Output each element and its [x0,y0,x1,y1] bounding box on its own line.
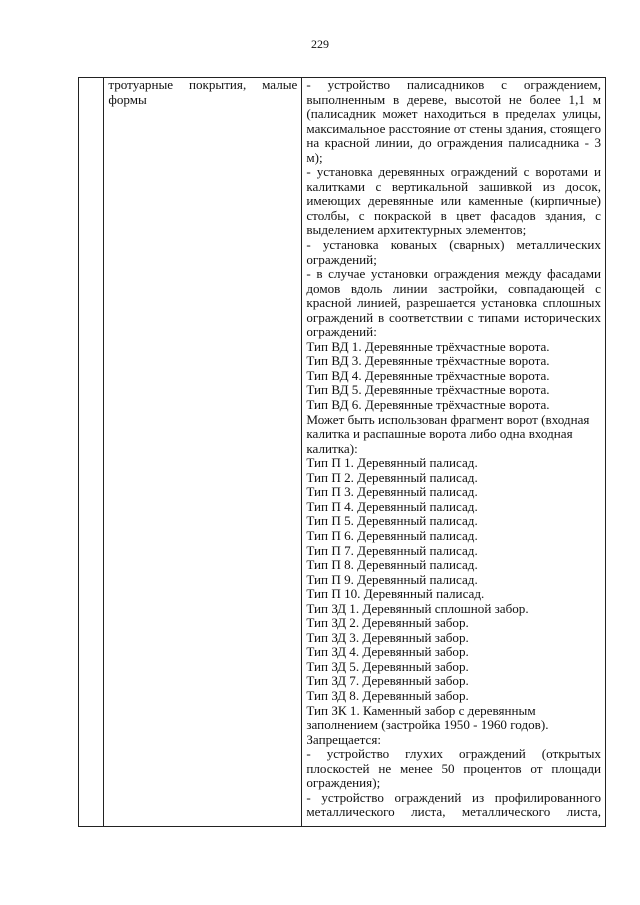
fence-type-item: Тип ЗД 5. Деревянный забор. [306,658,469,674]
requirement-paragraph: - устройство палисадников с ограждением, выполненным в дереве, высотой не более 1,1 м (палисадник может находиться в пределах улицы, максимальное расстояние от стены здания, стоящего на красной линии, до ограждения палисадника - 3 м); [306,78,601,165]
page-number: 229 [311,37,329,51]
gate-note: Может быть использован фрагмент ворот (входная калитка и распашные ворота либо одна входная калитка): [306,411,590,456]
palisade-type-item: Тип П 9. Деревянный палисад. [306,571,478,587]
fence-type-item: Тип ЗД 1. Деревянный сплошной забор. [306,600,529,616]
fence-type-item: Тип ЗД 7. Деревянный забор. [306,673,469,689]
requirement-paragraph: - установка деревянных ограждений с воротами и калитками с вертикальной зашивкой из досок, имеющих деревянные или каменные (кирпичные) столбы, с покраской в цвет фасадов здания, с выделением архитектурных элементов; [306,164,601,238]
palisade-type-item: Тип П 7. Деревянный палисад. [306,542,478,558]
fence-type-item: Тип ЗД 8. Деревянный забор. [306,687,469,703]
table-row [79,78,606,827]
palisade-type-item: Тип П 2. Деревянный палисад. [306,469,478,485]
gate-type-item: Тип ВД 1. Деревянные трёхчастные ворота. [306,338,550,354]
palisade-type-item: Тип П 1. Деревянный палисад. [306,455,478,471]
palisade-type-item: Тип П 6. Деревянный палисад. [306,527,478,543]
palisade-type-item: Тип П 3. Деревянный палисад. [306,484,478,500]
palisade-type-item: Тип П 8. Деревянный палисад. [306,557,478,573]
gate-type-item: Тип ВД 6. Деревянные трёхчастные ворота. [306,397,550,413]
requirements-text [306,78,601,826]
palisade-type-item: Тип П 5. Деревянный палисад. [306,513,478,529]
requirement-paragraph: - установка кованых (сварных) металлических ограждений; [306,237,601,267]
gate-type-item: Тип ВД 5. Деревянные трёхчастные ворота. [306,382,550,398]
fence-type-item: Тип ЗД 4. Деревянный забор. [306,644,469,660]
palisade-type-item: Тип П 4. Деревянный палисад. [306,498,478,514]
requirement-paragraph: - в случае установки ограждения между фасадами домов вдоль линии застройки, совпадающей с красной линией, разрешается установка сплошных ограждений в соответствии с типами исторических ограждений: [306,266,601,340]
prohibited-item: - устройство глухих ограждений (открытых плоскостей не менее 50 процентов от площади ограждения); [306,746,601,791]
gate-type-item: Тип ВД 3. Деревянные трёхчастные ворота. [306,353,550,369]
palisade-type-item: Тип П 10. Деревянный палисад. [306,586,485,602]
regulation-table [78,77,606,827]
fence-type-item: Тип ЗД 2. Деревянный забор. [306,615,469,631]
prohibited-item: - устройство ограждений из профилированного металлического листа, металлического листа, [306,789,601,820]
row-number-cell [79,78,104,827]
gate-type-item: Тип ВД 4. Деревянные трёхчастные ворота. [306,367,550,383]
fence-type-item: Тип ЗД 3. Деревянный забор. [306,629,469,645]
requirements-cell [302,78,606,827]
element-type-cell [104,78,302,827]
stone-fence-item: Тип ЗК 1. Каменный забор с деревянным заполнением (застройка 1950 - 1960 годов). [306,702,549,733]
element-type-text: тротуарные покрытия, малые формы [108,77,298,107]
prohibited-heading: Запрещается: [306,731,381,747]
